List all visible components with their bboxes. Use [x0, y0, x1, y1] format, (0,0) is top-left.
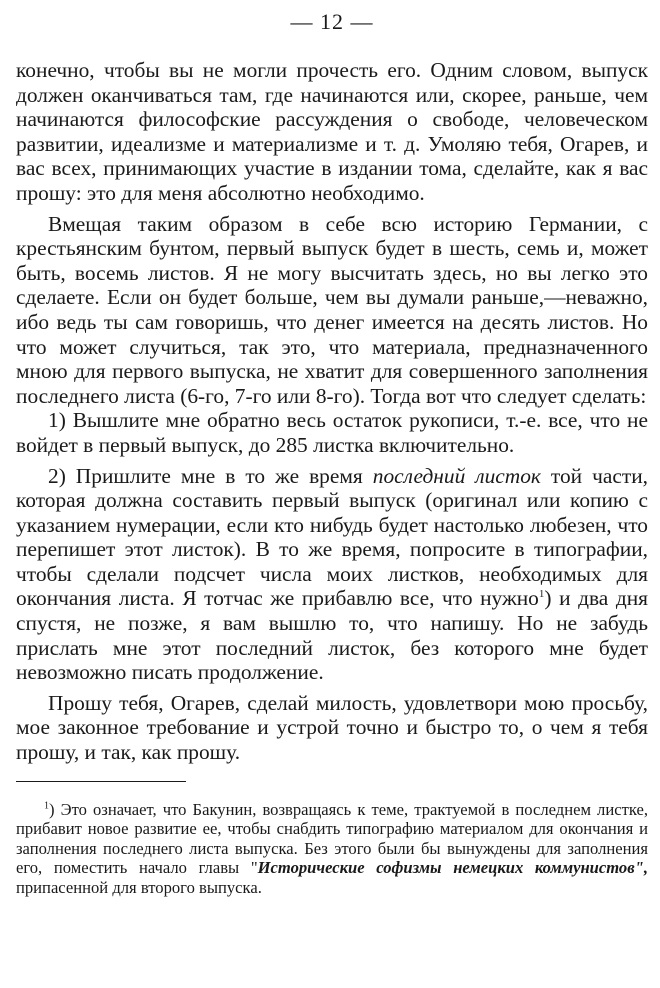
paragraph-continuation: конечно, чтобы вы не могли прочесть его. Одним словом, выпуск должен оканчиваться там, где начинаются или, скорее, раньше, чем начинаются философские рассуждения о свободе, человеческом развитии, идеализме и материализме и т. д. Умоляю тебя, Огарев, и вас всех, принимающих участие в издании тома, сделайте, как я вас прошу: это для меня абсолютно необходимо. — [16, 58, 648, 205]
footnote-marker: 1 — [44, 800, 49, 812]
footnote-text-end: припасенной для второго выпуска. — [16, 878, 262, 897]
footnote-reference: 1 — [538, 588, 545, 601]
footnote-divider — [16, 781, 186, 782]
footnote-text-start: ) Это означает, что Бакунин, возвращаясь к теме, трактуемой в последнем листке, прибавит новое развитие ее, чтобы снабдить типографию материалом для окончания и заполнения последнего листа выпуска. Без этого были бы вынуждены для заполнения его, поместить начало главы " — [16, 799, 648, 878]
paragraph-history: Вмещая таким образом в себе всю историю Германии, с крестьянским бунтом, первый выпуск будет в шесть, семь и, может быть, восемь листов. Я не могу высчитать здесь, но вы легко это сделаете. Если он будет больше, чем вы думали раньше,—неважно, ибо ведь ты сам говоришь, что денег имеется на десять листов. Но что может случиться, так это, что материала, предназначенного мною для первого выпуска, не хватит для совершенного заполнения последнего листа (6-го, 7-го или 8-го). Тогда вот что следует сделать: — [16, 211, 648, 408]
footnote-italic-title: Исторические софизмы немецких коммунистов", — [257, 858, 649, 878]
paragraph-closing: Прошу тебя, Огарев, сделай милость, удовлетвори мою просьбу, мое законное требование и устрой точно и быстро то, о чем я тебя прошу, и так, как прошу. — [16, 690, 648, 765]
book-page — [16, 0, 648, 988]
paragraph-item-1: 1) Вышлите мне обратно весь остаток рукописи, т.-е. все, что не войдет в первый выпуск, до 285 листка включительно. — [16, 408, 648, 457]
page-number: — 12 — — [290, 9, 374, 34]
item-2-middle: той части, которая должна составить первый выпуск (оригинал или копию с указанием нумерации, если кто нибудь будет настолько любезен, что перепишет этот листок). В то же время, попросите в типографии, чтобы сделали подсчет числа моих листков, необходимых для окончания листа. Я тотчас же прибавлю все, что нужно — [16, 463, 649, 611]
item-2-end: ) и два дня спустя, не позже, я вам вышлю то, что напишу. Но не забудь прислать мне этот последний листок, без которого мне будет невозможно писать продолжение. — [16, 586, 649, 685]
main-text — [16, 58, 648, 765]
paragraph-item-2 — [16, 464, 648, 685]
footnote — [16, 800, 648, 898]
item-2-italic: последний листок — [372, 463, 541, 488]
item-2-start: 2) Пришлите мне в то же время — [48, 463, 373, 488]
